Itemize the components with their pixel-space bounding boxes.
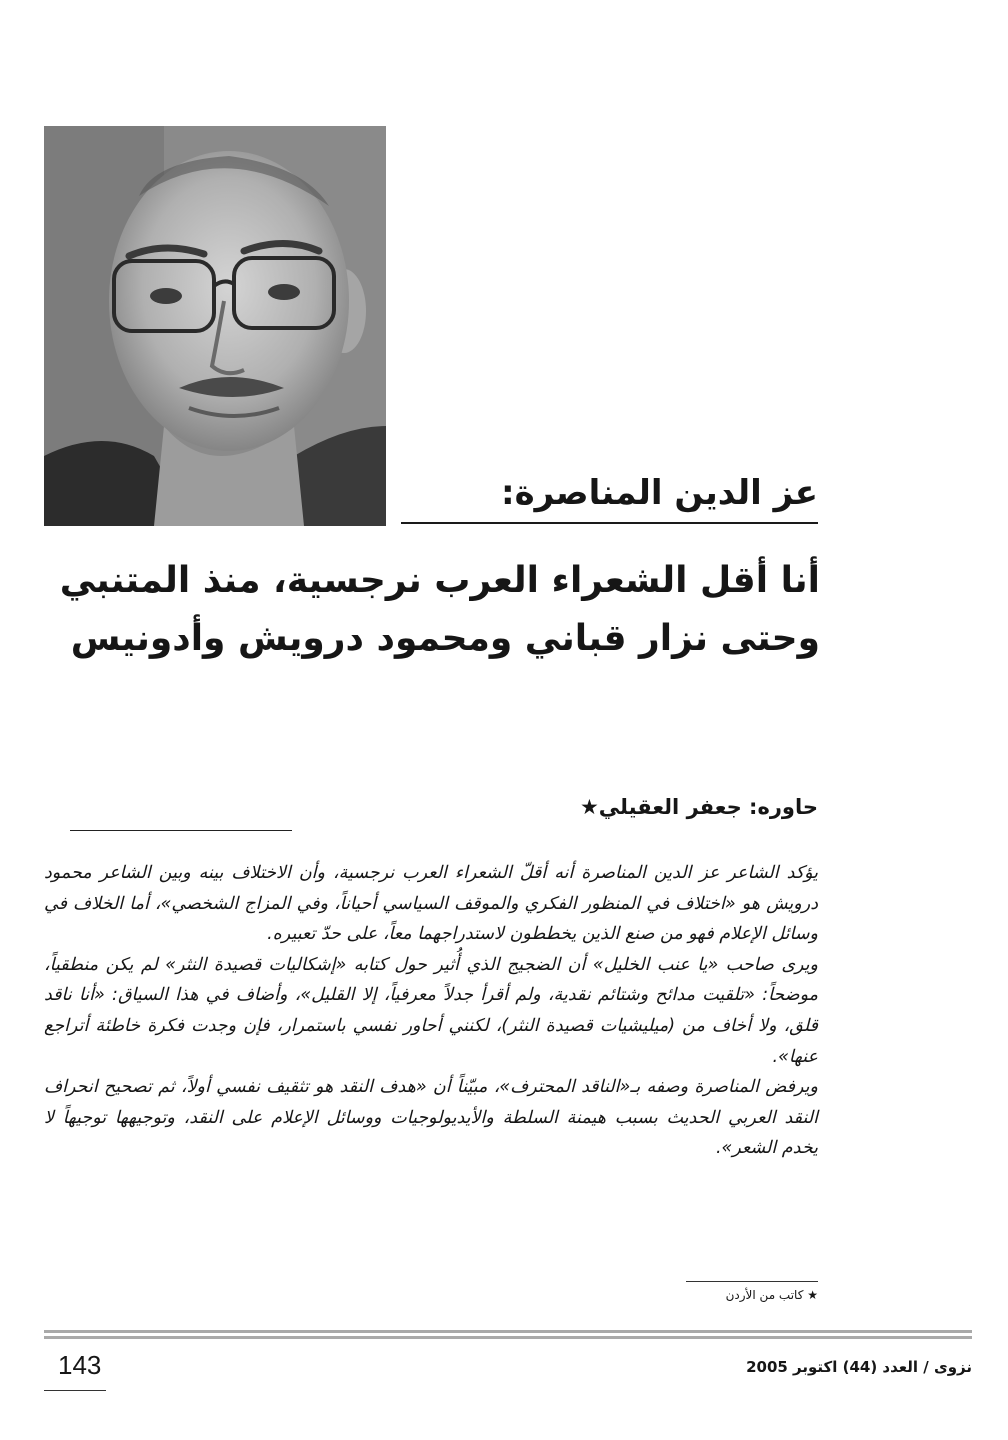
article-headline [59,552,820,668]
author-portrait [44,126,386,526]
headline-line: وحتى نزار قباني ومحمود درويش وأدونيس [70,618,820,659]
byline-divider [70,830,292,831]
issue-info: نزوى / العدد (44) اكتوبر 2005 [746,1358,972,1376]
body-paragraph: يؤكد الشاعر عز الدين المناصرة أنه أقلّ الشعراء العرب نرجسية، وأن الاختلاف بينه وبين الشاعر محمود درويش هو «اختلاف في المنظور الفكري والموقف السياسي أحياناً، وفي المزاج الشخصي»، أما الخلاف في وسائل الإعلام فهو من صنع الذين يخططون لاستدراجهما معاً، على حدّ تعبيره. [44,863,818,945]
footer-rule-top [44,1330,972,1333]
byline: حاوره: جعفر العقيلي★ [579,795,818,819]
portrait-illustration [44,126,386,526]
interviewee-name-title: عز الدين المناصرة: [500,473,818,513]
footnote: ★ كاتب من الأردن [725,1288,818,1302]
footnote-divider [686,1281,818,1282]
body-paragraph: ويرى صاحب «يا عنب الخليل» أن الضجيج الذي أُثير حول كتابه «إشكاليات قصيدة النثر» لم يكن منطقياً، موضحاً: «تلقيت مدائح وشتائم نقدية، ولم أقرأ جدلاً معرفياً، إلا القليل»، وأضاف في هذا السياق: «أنا ناقد قلق، ولا أخاف من (ميليشيات قصيدة النثر)، لكنني أحاور نفسي باستمرار، فإن وجدت فكرة خاطئة أتراجع عنها». [44,954,818,1067]
page-number-underline [44,1390,106,1391]
page-number: 143 [58,1350,102,1380]
headline-line: أنا أقل الشعراء العرب نرجسية، منذ المتنبي [59,560,820,601]
title-divider [401,522,818,524]
footer-rule-bottom [44,1336,972,1339]
article-body [44,858,818,1164]
body-paragraph: ويرفض المناصرة وصفه بـ«الناقد المحترف»، مبيّناً أن «هدف النقد هو تثقيف نفسي أولاً، ثم تصحيح انحراف النقد العربي الحديث بسبب هيمنة السلطة والأيديولوجيات ووسائل الإعلام على النقد، وتوجيهها توجيهاً لا يخدم الشعر». [44,1077,818,1159]
